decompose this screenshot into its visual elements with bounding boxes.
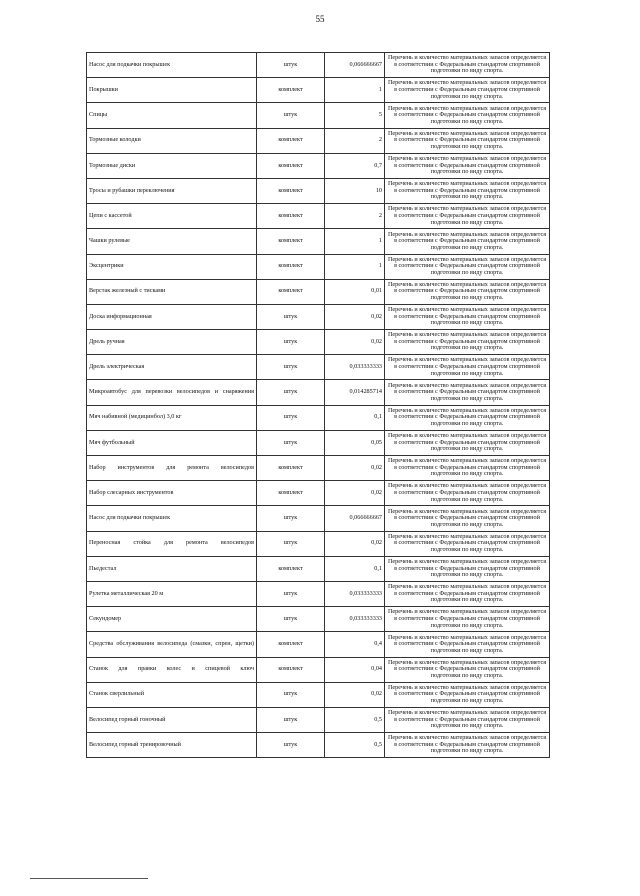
table-row: [87, 380, 550, 405]
note-cell: Перечень и количество материальных запасов определяется в соответствии с Федеральным стандартом спортивной подготовки по виду спорта.: [385, 707, 550, 732]
quantity-cell: 0,02: [325, 531, 385, 556]
table-row: [87, 506, 550, 531]
quantity-cell: 0,066666667: [325, 53, 385, 78]
note-cell: Перечень и количество материальных запасов определяется в соответствии с Федеральным стандартом спортивной подготовки по виду спорта.: [385, 330, 550, 355]
item-name-cell: Чашки рулевые: [87, 229, 257, 254]
item-name-cell: Станок для правки колес и спицевой ключ: [87, 657, 257, 682]
item-name-cell: Доска информационная: [87, 304, 257, 329]
item-name-cell: Набор инструментов для ремонта велосипедов: [87, 456, 257, 481]
quantity-cell: 0,014285714: [325, 380, 385, 405]
item-name-cell: Цепи с кассетой: [87, 204, 257, 229]
quantity-cell: 0,5: [325, 733, 385, 758]
note-cell: Перечень и количество материальных запасов определяется в соответствии с Федеральным стандартом спортивной подготовки по виду спорта.: [385, 506, 550, 531]
table-row: [87, 204, 550, 229]
note-cell: Перечень и количество материальных запасов определяется в соответствии с Федеральным стандартом спортивной подготовки по виду спорта.: [385, 380, 550, 405]
unit-cell: штук: [257, 53, 325, 78]
unit-cell: комплект: [257, 456, 325, 481]
quantity-cell: 0,02: [325, 682, 385, 707]
quantity-cell: 5: [325, 103, 385, 128]
quantity-cell: 0,033333333: [325, 581, 385, 606]
unit-cell: комплект: [257, 657, 325, 682]
quantity-cell: 1: [325, 254, 385, 279]
item-name-cell: Средства обслуживания велосипеда (смазки, спреи, щетки): [87, 632, 257, 657]
note-cell: Перечень и количество материальных запасов определяется в соответствии с Федеральным стандартом спортивной подготовки по виду спорта.: [385, 128, 550, 153]
table-row: [87, 481, 550, 506]
unit-cell: штук: [257, 330, 325, 355]
table-row: [87, 254, 550, 279]
table-row: [87, 632, 550, 657]
note-cell: Перечень и количество материальных запасов определяется в соответствии с Федеральным стандартом спортивной подготовки по виду спорта.: [385, 103, 550, 128]
table-row: [87, 304, 550, 329]
item-name-cell: Микроавтобус для перевозки велосипедов и снаряжения: [87, 380, 257, 405]
item-name-cell: Эксцентрики: [87, 254, 257, 279]
quantity-cell: 0,05: [325, 430, 385, 455]
unit-cell: штук: [257, 707, 325, 732]
note-cell: Перечень и количество материальных запасов определяется в соответствии с Федеральным стандартом спортивной подготовки по виду спорта.: [385, 53, 550, 78]
unit-cell: комплект: [257, 128, 325, 153]
quantity-cell: 0,033333333: [325, 607, 385, 632]
quantity-cell: 0,7: [325, 153, 385, 178]
table-row: [87, 733, 550, 758]
table-row: [87, 78, 550, 103]
item-name-cell: Верстак железный с тисками: [87, 279, 257, 304]
note-cell: Перечень и количество материальных запасов определяется в соответствии с Федеральным стандартом спортивной подготовки по виду спорта.: [385, 355, 550, 380]
item-name-cell: Велосипед горный гоночный: [87, 707, 257, 732]
table-row: [87, 581, 550, 606]
table-row: [87, 531, 550, 556]
inventory-table-body: [87, 53, 550, 758]
quantity-cell: 0,1: [325, 405, 385, 430]
note-cell: Перечень и количество материальных запасов определяется в соответствии с Федеральным стандартом спортивной подготовки по виду спорта.: [385, 657, 550, 682]
note-cell: Перечень и количество материальных запасов определяется в соответствии с Федеральным стандартом спортивной подготовки по виду спорта.: [385, 405, 550, 430]
quantity-cell: 10: [325, 178, 385, 203]
page-number: 55: [315, 14, 325, 24]
note-cell: Перечень и количество материальных запасов определяется в соответствии с Федеральным стандартом спортивной подготовки по виду спорта.: [385, 178, 550, 203]
table-row: [87, 355, 550, 380]
table-row: [87, 178, 550, 203]
note-cell: Перечень и количество материальных запасов определяется в соответствии с Федеральным стандартом спортивной подготовки по виду спорта.: [385, 733, 550, 758]
unit-cell: штук: [257, 103, 325, 128]
item-name-cell: Насос для подкачки покрышек: [87, 506, 257, 531]
item-name-cell: Насос для подкачки покрышек: [87, 53, 257, 78]
unit-cell: штук: [257, 733, 325, 758]
quantity-cell: 0,02: [325, 456, 385, 481]
table-row: [87, 128, 550, 153]
quantity-cell: 0,02: [325, 330, 385, 355]
note-cell: Перечень и количество материальных запасов определяется в соответствии с Федеральным стандартом спортивной подготовки по виду спорта.: [385, 632, 550, 657]
unit-cell: комплект: [257, 78, 325, 103]
table-row: [87, 456, 550, 481]
quantity-cell: 2: [325, 204, 385, 229]
quantity-cell: 0,01: [325, 279, 385, 304]
unit-cell: комплект: [257, 178, 325, 203]
item-name-cell: Дрель ручная: [87, 330, 257, 355]
note-cell: Перечень и количество материальных запасов определяется в соответствии с Федеральным стандартом спортивной подготовки по виду спорта.: [385, 204, 550, 229]
unit-cell: штук: [257, 607, 325, 632]
inventory-table: [86, 52, 550, 758]
item-name-cell: Секундомер: [87, 607, 257, 632]
table-row: [87, 279, 550, 304]
note-cell: Перечень и количество материальных запасов определяется в соответствии с Федеральным стандартом спортивной подготовки по виду спорта.: [385, 229, 550, 254]
table-row: [87, 707, 550, 732]
item-name-cell: Рулетка металлическая 20 м: [87, 581, 257, 606]
item-name-cell: Велосипед горный тренировочный: [87, 733, 257, 758]
item-name-cell: Тормозные диски: [87, 153, 257, 178]
quantity-cell: 0,5: [325, 707, 385, 732]
quantity-cell: 0,02: [325, 304, 385, 329]
note-cell: Перечень и количество материальных запасов определяется в соответствии с Федеральным стандартом спортивной подготовки по виду спорта.: [385, 456, 550, 481]
unit-cell: комплект: [257, 204, 325, 229]
table-row: [87, 330, 550, 355]
unit-cell: комплект: [257, 481, 325, 506]
item-name-cell: Спицы: [87, 103, 257, 128]
quantity-cell: 0,04: [325, 657, 385, 682]
note-cell: Перечень и количество материальных запасов определяется в соответствии с Федеральным стандартом спортивной подготовки по виду спорта.: [385, 531, 550, 556]
quantity-cell: 0,066666667: [325, 506, 385, 531]
table-row: [87, 405, 550, 430]
item-name-cell: Тормозные колодки: [87, 128, 257, 153]
item-name-cell: Покрышки: [87, 78, 257, 103]
quantity-cell: 0,02: [325, 481, 385, 506]
item-name-cell: Тросы и рубашки переключения: [87, 178, 257, 203]
unit-cell: штук: [257, 380, 325, 405]
unit-cell: штук: [257, 581, 325, 606]
unit-cell: комплект: [257, 279, 325, 304]
item-name-cell: Дрель электрическая: [87, 355, 257, 380]
note-cell: Перечень и количество материальных запасов определяется в соответствии с Федеральным стандартом спортивной подготовки по виду спорта.: [385, 279, 550, 304]
table-row: [87, 103, 550, 128]
unit-cell: штук: [257, 304, 325, 329]
footnote-divider: [30, 878, 148, 879]
quantity-cell: 0,033333333: [325, 355, 385, 380]
unit-cell: комплект: [257, 229, 325, 254]
table-row: [87, 229, 550, 254]
unit-cell: комплект: [257, 153, 325, 178]
note-cell: Перечень и количество материальных запасов определяется в соответствии с Федеральным стандартом спортивной подготовки по виду спорта.: [385, 581, 550, 606]
unit-cell: комплект: [257, 556, 325, 581]
table-row: [87, 430, 550, 455]
unit-cell: комплект: [257, 632, 325, 657]
table-row: [87, 682, 550, 707]
table-row: [87, 53, 550, 78]
note-cell: Перечень и количество материальных запасов определяется в соответствии с Федеральным стандартом спортивной подготовки по виду спорта.: [385, 153, 550, 178]
quantity-cell: 2: [325, 128, 385, 153]
item-name-cell: Набор слесарных инструментов: [87, 481, 257, 506]
note-cell: Перечень и количество материальных запасов определяется в соответствии с Федеральным стандартом спортивной подготовки по виду спорта.: [385, 304, 550, 329]
note-cell: Перечень и количество материальных запасов определяется в соответствии с Федеральным стандартом спортивной подготовки по виду спорта.: [385, 78, 550, 103]
unit-cell: штук: [257, 531, 325, 556]
note-cell: Перечень и количество материальных запасов определяется в соответствии с Федеральным стандартом спортивной подготовки по виду спорта.: [385, 254, 550, 279]
table-row: [87, 153, 550, 178]
quantity-cell: 0,1: [325, 556, 385, 581]
note-cell: Перечень и количество материальных запасов определяется в соответствии с Федеральным стандартом спортивной подготовки по виду спорта.: [385, 682, 550, 707]
quantity-cell: 0,4: [325, 632, 385, 657]
note-cell: Перечень и количество материальных запасов определяется в соответствии с Федеральным стандартом спортивной подготовки по виду спорта.: [385, 430, 550, 455]
unit-cell: штук: [257, 682, 325, 707]
note-cell: Перечень и количество материальных запасов определяется в соответствии с Федеральным стандартом спортивной подготовки по виду спорта.: [385, 607, 550, 632]
item-name-cell: Мяч набивной (медицинбол) 3,0 кг: [87, 405, 257, 430]
item-name-cell: Мяч футбольный: [87, 430, 257, 455]
unit-cell: штук: [257, 355, 325, 380]
quantity-cell: 1: [325, 78, 385, 103]
note-cell: Перечень и количество материальных запасов определяется в соответствии с Федеральным стандартом спортивной подготовки по виду спорта.: [385, 556, 550, 581]
unit-cell: штук: [257, 506, 325, 531]
unit-cell: штук: [257, 405, 325, 430]
note-cell: Перечень и количество материальных запасов определяется в соответствии с Федеральным стандартом спортивной подготовки по виду спорта.: [385, 481, 550, 506]
unit-cell: комплект: [257, 254, 325, 279]
table-row: [87, 607, 550, 632]
item-name-cell: Переносная стойка для ремонта велосипедов: [87, 531, 257, 556]
table-row: [87, 657, 550, 682]
unit-cell: штук: [257, 430, 325, 455]
quantity-cell: 1: [325, 229, 385, 254]
item-name-cell: Станок сверлильный: [87, 682, 257, 707]
table-row: [87, 556, 550, 581]
item-name-cell: Пьедестал: [87, 556, 257, 581]
